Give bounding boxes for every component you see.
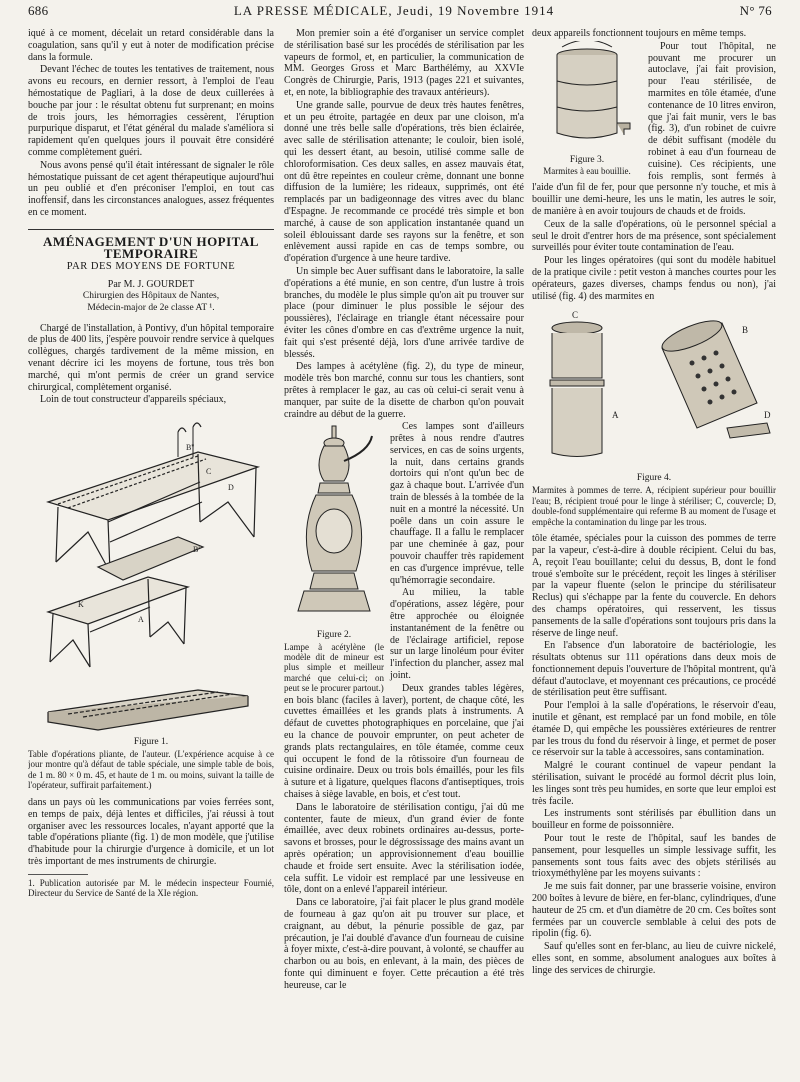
- paragraph: Malgré le courant continuel de vapeur pendant la stérilisation, suivant le procédé au formol décrit plus loin, les linges sont très peu humides, en sorte que leur emploi est très facile.: [532, 760, 776, 807]
- paragraph: Deux grandes tables légères, en bois blanc (faciles à laver), portent, de chaque côté, les cuvettes émaillées et les grands plats à instruments. A défaut de cuvettes photographiques en porcelaine, que j'ai eu la chance de pouvoir emprunter, on peut acheter de grands plats rectangulaires, en tôle étamée, comme ceux qui occupent le fond de la rôtissoire d'un fourneau de cuisine ordinaire. Deux ou trois bols émaillés, pour les fils à suture et à ligature, quelques flacons d'antiseptiques, trois chaises à siège lavable, en bois, et c'est tout.: [284, 682, 524, 800]
- issue-number: N° 76: [739, 3, 772, 18]
- paragraph: Chargé de l'installation, à Pontivy, d'un hôpital temporaire de plus de 400 lits, j'espère pouvoir rendre service à quelques collègues, chargés tardivement de la même mission, en venant décrire ici les moyens de fortune, tous très bon marché, qui m'ont permis de créer un grand service chirurgical, complètement organisé.: [28, 322, 274, 393]
- steam-pot-illustration: [532, 308, 776, 473]
- column-2: [284, 28, 524, 1078]
- figure-3-label: Figure 3.: [569, 154, 605, 165]
- paragraph: Loin de tout constructeur d'appareils spéciaux,: [40, 394, 227, 406]
- figure-3-caption: Marmites à eau bouillie.: [543, 166, 631, 177]
- paragraph: Les instruments sont stérilisés par ébullition dans un bouilleur en forme de poissonnière.: [532, 808, 776, 832]
- fig-letter: D: [764, 410, 771, 421]
- fig-letter: A: [138, 615, 144, 625]
- figure-1-label: Figure 1.: [133, 737, 169, 748]
- affiliation-line: Médecin-major de 2e classe AT ¹.: [87, 302, 215, 313]
- paragraph: Sauf qu'elles sont en fer-blanc, au lieu de cuivre nickelé, elles sont, en somme, absolument analogues aux boîtes à linge des services de chirurgie.: [532, 941, 776, 976]
- paragraph: dans un pays où les communications par voies ferrées sont, en temps de paix, déjà lentes et difficiles, j'ai réussi à tout organiser avec les ressources locales, n'ayant apporté que la table d'opérations pliante (fig. 1) de mon modèle, que j'utilise d'habitude pour la chirurgie d'urgence à domicile, et un lot très important de mes instruments de chirurgie.: [28, 796, 274, 867]
- paragraph: Mon premier soin a été d'organiser un service complet de stérilisation basé sur les procédés de stérilisation par les vapeurs de formol, et, en particulier, la communication de MM. Georges Gross et Marc Barthélémy, au XXVIe Congrès de Chirurgie, Paris, 1913 (pages 221 et suivantes, et, en note, la bibliographie des travaux antérieurs).: [284, 28, 524, 98]
- affiliation-line: Chirurgien des Hôpitaux de Nantes,: [82, 290, 220, 301]
- paragraph: Ceux de la salle d'opérations, où le personnel spécial a seul le droit d'entrer hors de ma présence, sont spécialement surveillés pour éviter toute contamination de l'eau.: [532, 218, 776, 254]
- column-3: [532, 28, 776, 1078]
- page-header: [28, 2, 772, 20]
- paragraph: iqué à ce moment, décelait un retard considérable dans la coagulation, sans qu'il y eut à noter de modification précise dans la formule.: [28, 28, 274, 63]
- folding-table-illustration: [28, 412, 274, 682]
- article-subtitle: PAR DES MOYENS DE FORTUNE: [66, 261, 236, 273]
- paragraph: Un simple bec Auer suffisant dans le laboratoire, la salle d'opérations a été munie, en son centre, d'un lustre à trois branches, du modèle le plus simple qu'on ait pu trouver sur place (pour diminuer le plus possible le séjour des poussières), l'éclairage en triangle étant nécessaire pour éviter les cônes d'ombre en cas d'extrême urgence la nuit, fait qui s'est présenté déjà, lors d'une arrivée tardive de blessés.: [284, 265, 524, 360]
- fig-letter: C: [206, 467, 212, 477]
- fig-letter: A: [612, 410, 619, 421]
- fig-letter: K: [78, 600, 84, 610]
- paragraph: En l'absence d'un laboratoire de bactériologie, les résultats obtenus sur 111 opérations dans deux mois de fonctionnement depuis l'ouverture de l'hôpital montrent, qu'à défaut d'autoclave, et moyennant ces précautions, ce procédé de stérilisation peut être suffisant.: [532, 640, 776, 699]
- figure-4-label: Figure 4.: [636, 473, 672, 484]
- figure-4-caption: Marmites à pommes de terre. A, récipient supérieur pour bouillir l'eau; B, récipient troué pour le linge à stériliser; C, couvercle; D, double-fond supplémentaire qui referme B au moment de l'usage et empêche la contamination du linge par les trous.: [532, 485, 776, 527]
- paragraph: Nous avons pensé qu'il était intéressant de signaler le rôle hémostatique puissant de cet agent thérapeutique aujourd'hui un peu oublié et d'en préconiser l'emploi, en tout cas inoffensif, dans les circonstances analogues, assez fréquentes en ce moment.: [28, 159, 274, 218]
- author-byline: Par M. J. GOURDET: [107, 279, 195, 291]
- fig-letter: C: [572, 310, 579, 321]
- paragraph: Pour les linges opératoires (qui sont du modèle habituel de la pratique civile : petit veston à manches courtes pour les opérateurs, gazes diverses, champs fendus ou non), j'ai utilisé (fig. 4) des marmites en: [532, 255, 776, 302]
- figure-3-boiling-pots: [532, 41, 642, 177]
- boiling-pot-illustration: [532, 41, 642, 151]
- paragraph: Une grande salle, pourvue de deux très hautes fenêtres, et un peu étroite, partagée en deux par une cloison, m'a donné une très belle salle d'opérations, très bien éclairée, avec salle de stérilisation attenante; le couloir, bien isolé, qui les dessert étant, au besoin, utilisé comme salle de chloroformisation. Ces deux salles, en assez mauvais état, ont dû être repeintes en couleur crème, donnant une bonne diffusion de la lumière; les rideaux, supprimés, ont été remplacés par un badigeonnage des vitres avec du blanc d'Espagne. Je recommande ce procédé très simple et bon marché, à cause de son application instantanée quand un soleil éblouissant darde ses rayons sur la fenêtre, et son enlèvement aussi rapide en cas de temps sombre, ou d'opération d'urgence à une heure tardive.: [284, 99, 524, 265]
- figure-2-label: Figure 2.: [316, 630, 352, 641]
- paragraph: Pour tout le reste de l'hôpital, sauf les bandes de pansement, pour lesquelles un simple lessivage suffit, les pansements sont tous faits avec des objets stérilisés au trioxyméthylène par les moyens suivants :: [532, 833, 776, 880]
- column-1: [28, 28, 274, 1078]
- paragraph: Ces lampes sont d'ailleurs prêtes à nous rendre d'autres services, en cas de soins urgents, la nuit, dans certains grands dortoirs qui n'ont qu'un bec de gaz à chaque bout. L'arrivée d'un train de blessés à la tombée de la nuit en a montré la nécessité. Un poêle dans un coin assure le chauffage. Il a fallu le remplacer par une cheminée à gaz, pour pouvoir chauffer très rapidement en cas d'urgence imprévue, telle qu'hémorragie secondaire.: [390, 421, 524, 586]
- paragraph: Je me suis fait donner, par une brasserie voisine, environ 200 boîtes à levure de bière, en fer-blanc, cylindriques, d'une hauteur de 25 cm. et d'un diamètre de 20 cm. Ces boîtes sont fermées par un couvercle semblable à celui des pots de ripolin (fig. 6).: [532, 881, 776, 940]
- paragraph: deux appareils fonctionnent toujours en même temps.: [532, 28, 747, 39]
- author-affiliation: [28, 291, 274, 315]
- page-number: 686: [28, 3, 49, 18]
- paragraph: tôle étamée, spéciales pour la cuisson des pommes de terre par la vapeur, c'est-à-dire à double récipient. Celui du bas, A, reçoit l'eau bouillante; celui du dessus, B, dont le fond troué s'emboîte sur le précédent, reçoit les linges à stériliser par la vapeur fluente (selon le principe du stérilisateur Reclus) qui s'échappe par la fente du couvercle. En dehors des champs opératoires, qui resservent, les tissus pansements de la salle d'opérations sont toujours pris dans la réserve de linge neuf.: [532, 533, 776, 639]
- paragraph: Pour tout l'hôpital, ne pouvant me procurer un autoclave, j'ai fait provision, pour l'eau stérilisée, de marmites en tôle étamée, d'une contenance de 10 litres environ, que j'ai fait munir, vers le bas (fig. 3), d'un robinet de cuivre de débit suffisant (modèle du robinet à eau d'un fourneau de cuisine). Ces récipients, une fois remplis, sont fermés à l'aide d'un fil de fer, pour que personne n'y touche, et mis à bouillir une demi-heure, les uns le matin, les autres le soir, de manière à en avoir toujours de chauds et de froids.: [532, 40, 776, 217]
- fig-letter: B'': [186, 443, 195, 453]
- section-divider: [28, 229, 274, 230]
- paragraph: Pour l'emploi à la salle d'opérations, le réservoir d'eau, inutile et gênant, est remplacé par un fond mobile, en tôle étamée D, qui empêche les poussières extérieures de rentrer par les trous du fond du réservoir à linge, et permet de poser ce réservoir sur la table à accessoires, sans contamination.: [532, 700, 776, 759]
- paragraph: Des lampes à acétylène (fig. 2), du type de mineur, modèle très bon marché, connu sur tous les chantiers, sont prêtes à remplacer le gaz, au cas où celui-ci serait venu à manquer, par suite de la disette de charbon qu'on pouvait craindre au début de la guerre.: [284, 361, 524, 420]
- journal-title: LA PRESSE MÉDICALE, Jeudi, 19 Novembre 1914: [233, 3, 555, 18]
- figure-2-caption: Lampe à acétylène (le modèle dit de mineur est plus simple et meilleur marché que celui-ci; on peut se le procurer partout.): [284, 641, 384, 693]
- acetylene-lamp-illustration: [284, 421, 384, 626]
- footnote: 1. Publication autorisée par M. le médecin inspecteur Fournié, Directeur du Service de Santé de la XIe région.: [28, 877, 274, 899]
- figure-1-folding-table: [28, 412, 274, 791]
- figure-4-steam-pots: [532, 308, 776, 527]
- paragraph: Dans ce laboratoire, j'ai fait placer le plus grand modèle de fourneau à gaz qu'on ait pu trouver sur place, et craignant, au début, la pénurie possible de gaz, par précaution, je l'ai doublé d'avance d'un fourneau de cuisine à foyer mixte, c'est-à-dire pouvant, à volonté, se chauffer au charbon ou au bois, en enlevant, à la main, des pièces de fonte qui diminuent e foyer. Cette précaution a été très heureuse, car le: [284, 897, 524, 991]
- figure-1-caption: Table d'opérations pliante, de l'auteur. (L'expérience acquise à ce jour montre qu'à défaut de table spéciale, une simple table de bois, de 1 m. 80 × 0 m. 45, et haute de 1 m. ou moins, suivant la taille de l'opérateur, suffirait parfaitement.): [28, 748, 274, 791]
- fig-letter: B': [193, 545, 200, 555]
- article-title: AMÉNAGEMENT D'UN HOPITAL TEMPORAIRE: [43, 233, 259, 261]
- paragraph: Au milieu, la table d'opérations, assez légère, pour être approchée ou éloignée instantanément de la fenêtre ou de l'éclairage artificiel, repose sur un large linoléum pour éviter l'infection du plancher, assez mal joint.: [390, 587, 524, 682]
- footnote-divider: [28, 874, 88, 875]
- paragraph: Dans le laboratoire de stérilisation contigu, j'ai dû me contenter, faute de mieux, d'un grand évier de fonte émaillée, avec deux robinets ordinaires au-dessus, porte-savons et brosses, pour le dégrossissage des mains avant un après opération; un approvisionnement d'eau bouillie chaude et froide sert ensuite. Avec la stérilisation iodée, cela suffit. Le vidoir est remplacé par une lessiveuse en tôle, dont on a enlevé l'appareil intérieur.: [284, 801, 524, 896]
- paragraph: Devant l'échec de toutes les tentatives de traitement, nous avons eu recours, en dernier ressort, à l'emploi de l'eau hémostatique de Pagliari, à la dose de deux cuillerées à bouche par jour : le résultat obtenu fut surprenant; en moins de trois jours, les hémorragies cessèrent, l'éruption purpurique disparut, et l'état général du malade s'améliora si rapidement qu'en quelques jours il pouvait être considéré comme complètement guéri.: [28, 64, 274, 158]
- fig-letter: D: [228, 483, 234, 493]
- fig-letter: B: [742, 325, 749, 336]
- figure-2-acetylene-lamp: [284, 421, 384, 693]
- folded-table-illustration: [28, 682, 274, 737]
